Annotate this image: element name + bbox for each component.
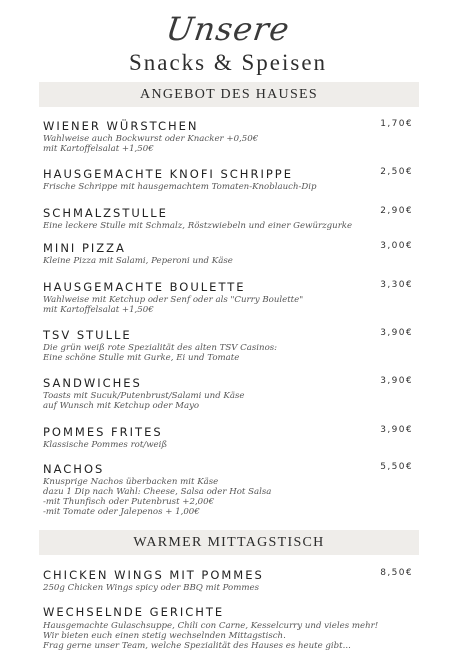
item-price: 3,90€ [380, 376, 413, 386]
item-name: HAUSGEMACHTE BOULETTE [43, 280, 246, 294]
item-description: Knusprige Nachos überbacken mit Käse dazu 1 Dip nach Wahl: Cheese, Salsa oder Hot Salsa -mit Thunfisch oder Putenbrust +2,00€ -mit Tomate oder Jalepenos + 1,00€ [43, 477, 272, 517]
script-title: Unsere [163, 10, 293, 48]
item-price: 3,30€ [380, 280, 413, 290]
item-name: HAUSGEMACHTE KNOFI SCHRIPPE [43, 167, 293, 181]
item-price: 3,90€ [380, 328, 413, 338]
item-description: Klassische Pommes rot/weiß [43, 440, 168, 450]
item-name: MINI PIZZA [43, 241, 126, 255]
page-title: Snacks & Speisen [128, 50, 328, 75]
item-name: WIENER WÜRSTCHEN [43, 119, 199, 133]
item-description: Frische Schrippe mit hausgemachtem Tomaten-Knoblauch-Dip [43, 182, 317, 192]
item-description: Hausgemachte Gulaschsuppe, Chili con Carne, Kesselcurry und vieles mehr! Wir bieten euch einen stetig wechselnden Mittagstisch. Frag gerne unser Team, welche Spezialität des Hauses es heute gibt... [43, 621, 379, 651]
item-name: CHICKEN WINGS MIT POMMES [43, 568, 264, 582]
item-description: Toasts mit Sucuk/Putenbrust/Salami und Käse auf Wunsch mit Ketchup oder Mayo [43, 391, 245, 411]
section-header-angebot: ANGEBOT DES HAUSES [39, 82, 419, 107]
item-price: 3,90€ [380, 425, 413, 435]
item-description: Eine leckere Stulle mit Schmalz, Röstzwiebeln und einer Gewürzgurke [43, 221, 353, 231]
item-name: NACHOS [43, 462, 105, 476]
item-price: 1,70€ [380, 119, 413, 129]
item-name: POMMES FRITES [43, 425, 163, 439]
item-price: 3,00€ [380, 241, 413, 251]
item-description: Kleine Pizza mit Salami, Peperoni und Käse [43, 256, 233, 266]
item-name: TSV STULLE [43, 328, 132, 342]
item-price: 8,50€ [380, 568, 413, 578]
item-price: 5,50€ [380, 462, 413, 472]
item-name: SANDWICHES [43, 376, 142, 390]
item-price: 2,50€ [380, 167, 413, 177]
item-description: 250g Chicken Wings spicy oder BBQ mit Pommes [43, 583, 260, 593]
item-name: WECHSELNDE GERICHTE [43, 605, 225, 619]
item-price: 2,90€ [380, 206, 413, 216]
item-name: SCHMALZSTULLE [43, 206, 168, 220]
item-description: Wahlweise auch Bockwurst oder Knacker +0,50€ mit Kartoffelsalat +1,50€ [43, 134, 259, 154]
item-description: Wahlweise mit Ketchup oder Senf oder als "Curry Boulette" mit Kartoffelsalat +1,50€ [43, 295, 304, 315]
item-description: Die grün weiß rote Spezialität des alten TSV Casinos: Eine schöne Stulle mit Gurke, Ei und Tomate [43, 343, 278, 363]
section-header-mittagstisch: WARMER MITTAGSTISCH [39, 530, 419, 555]
